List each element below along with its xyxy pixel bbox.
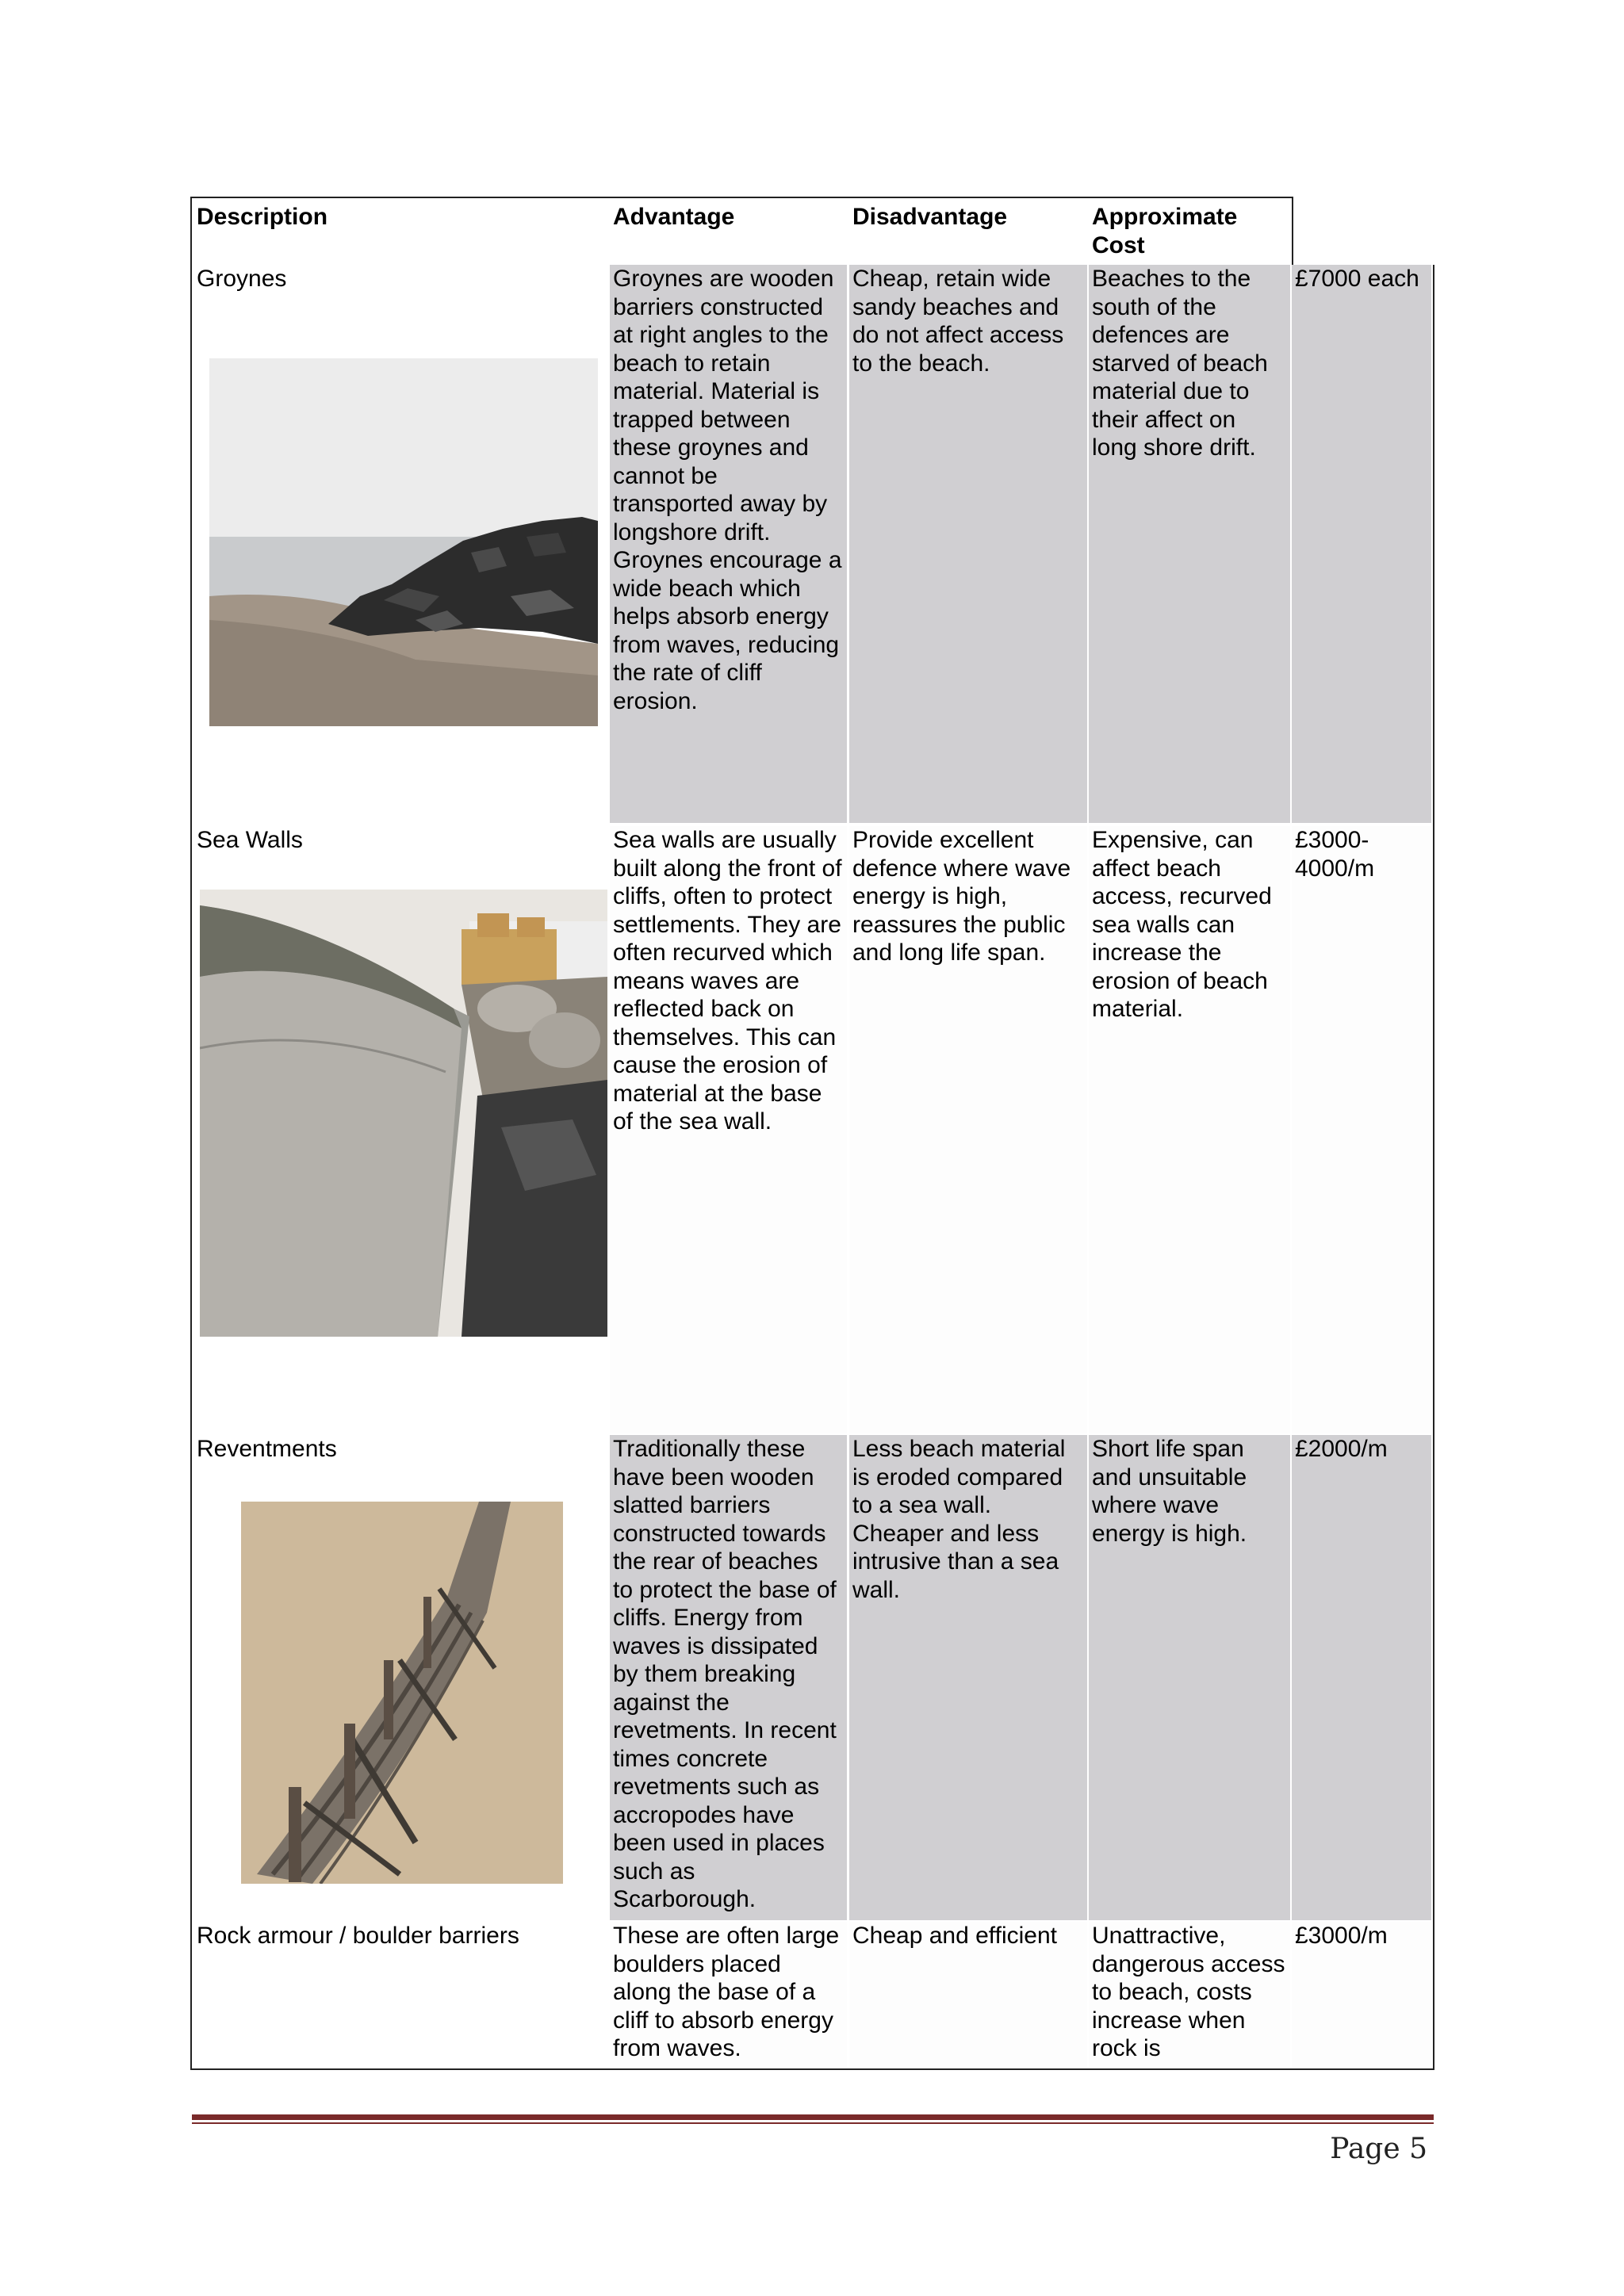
row-groynes-disadvantage: Beaches to the south of the defences are starved of beach material due to their affect on long shore drift. bbox=[1089, 265, 1290, 823]
row-groynes-name: Groynes bbox=[197, 266, 287, 292]
table-border-left bbox=[190, 197, 192, 2069]
table-border-right bbox=[1433, 265, 1434, 2069]
row-rock-armour-advantage: Cheap and efficient bbox=[849, 1922, 1087, 2068]
row-revetments-cost: £2000/m bbox=[1292, 1435, 1431, 1920]
footer-rule bbox=[192, 2114, 1434, 2120]
row-rock-armour-disadvantage: Unattractive, dangerous access to beach, costs increase when rock is bbox=[1089, 1922, 1290, 2068]
page-number: Page 5 bbox=[1330, 2133, 1427, 2165]
wooden-revetment-photo bbox=[241, 1502, 563, 1884]
row-revetments-description: Traditionally these have been wooden slatted barriers constructed towards the rear of beaches to protect the base of cliffs. Energy from waves is dissipated by them breaking against the revetments. In recent times concrete revetments such as accropodes have been used in places such as Scarborough. bbox=[610, 1435, 847, 1920]
row-sea-walls-name: Sea Walls bbox=[197, 827, 303, 853]
row-revetments-disadvantage: Short life span and unsuitable where wave energy is high. bbox=[1089, 1435, 1290, 1920]
row-sea-walls-advantage: Provide excellent defence where wave energy is high, reassures the public and long life span. bbox=[849, 826, 1087, 1433]
header-approximate-cost: Approximate Cost bbox=[1092, 204, 1238, 258]
header-advantage: Advantage bbox=[613, 204, 735, 230]
curved-sea-wall-photo bbox=[200, 890, 607, 1337]
table-border-top bbox=[190, 197, 1293, 198]
row-sea-walls-cost: £3000-4000/m bbox=[1292, 826, 1431, 1433]
row-revetments-name: Reventments bbox=[197, 1436, 337, 1462]
row-groynes-description: Groynes are wooden barriers constructed at right angles to the beach to retain material. Material is trapped between these groynes and cannot be transported away by longshore drift. Groynes encourage a wide beach which helps absorb energy from waves, reducing the rate of cliff erosion. bbox=[610, 265, 847, 823]
header-disadvantage: Disadvantage bbox=[852, 204, 1008, 230]
row-rock-armour-cost: £3000/m bbox=[1292, 1922, 1431, 2068]
row-groynes-advantage: Cheap, retain wide sandy beaches and do not affect access to the beach. bbox=[849, 265, 1087, 823]
row-rock-armour-description: These are often large boulders placed along the base of a cliff to absorb energy from waves. bbox=[610, 1922, 847, 2068]
header-description: Description bbox=[197, 204, 328, 230]
row-revetments-advantage: Less beach material is eroded compared to a sea wall. Cheaper and less intrusive than a sea wall. bbox=[849, 1435, 1087, 1920]
row-sea-walls-disadvantage: Expensive, can affect beach access, recurved sea walls can increase the erosion of beach material. bbox=[1089, 826, 1290, 1433]
row-rock-armour-name: Rock armour / boulder barriers bbox=[197, 1923, 519, 1949]
row-groynes-cost: £7000 each bbox=[1292, 265, 1431, 823]
table-border-header-right bbox=[1292, 197, 1293, 265]
table-border-bottom bbox=[190, 2068, 1434, 2070]
row-sea-walls-description: Sea walls are usually built along the front of cliffs, often to protect settlements. They are often recurved which means waves are reflected back on themselves. This can cause the erosion of material at the base of the sea wall. bbox=[610, 826, 847, 1433]
rock-groyne-beach-photo bbox=[209, 358, 598, 726]
footer-rule-thin bbox=[192, 2122, 1434, 2124]
